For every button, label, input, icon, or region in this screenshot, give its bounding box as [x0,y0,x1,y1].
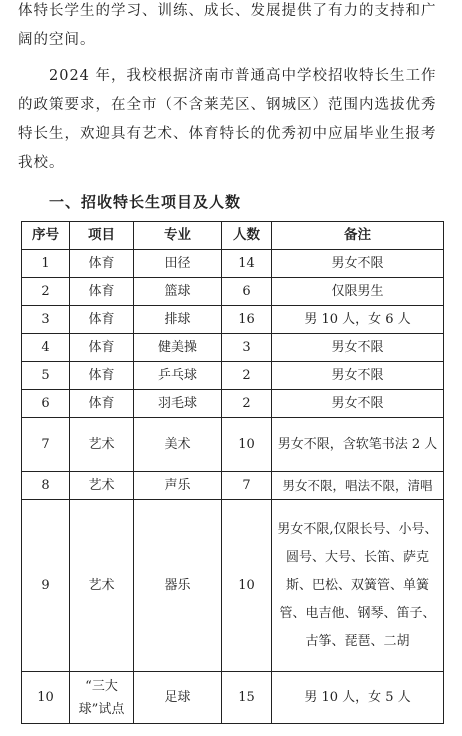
table-row [22,672,444,724]
cell-category: 体育 [70,334,134,362]
cell-count: 16 [222,306,272,334]
table-row [22,390,444,418]
cell-remark: 男女不限 [272,250,444,278]
intro-paragraph-2: 2024 年，我校根据济南市普通高中学校招收特长生工作的政策要求，在全市（不含莱芜区、钢城区）范围内选拔优秀特长生，欢迎具有艺术、体育特长的优秀初中应届毕业生报考我校。 [18,68,437,171]
cell-category: 体育 [70,250,134,278]
cell-no: 6 [22,390,70,418]
table-row [22,334,444,362]
cell-no: 4 [22,334,70,362]
table-row [22,278,444,306]
header-major: 专业 [134,222,222,250]
cell-category: 体育 [70,390,134,418]
cell-remark: 男女不限，含软笔书法 2 人 [272,418,444,472]
cell-no: 1 [22,250,70,278]
cell-no: 9 [22,500,70,672]
header-no: 序号 [22,222,70,250]
cell-major: 排球 [134,306,222,334]
cell-major: 乒乓球 [134,362,222,390]
cell-count: 10 [222,500,272,672]
cell-category: 艺术 [70,500,134,672]
table-row [22,418,444,472]
cell-category: 体育 [70,278,134,306]
cell-remark: 男女不限 [272,334,444,362]
recruitment-table [21,221,444,724]
cell-count: 2 [222,362,272,390]
intro-paragraph-1: 体特长学生的学习、训练、成长、发展提供了有力的支持和广阔的空间。 [18,3,437,48]
cell-remark: 仅限男生 [272,278,444,306]
header-count: 人数 [222,222,272,250]
cell-remark: 男女不限 [272,390,444,418]
table-row [22,306,444,334]
table-row [22,362,444,390]
cell-major: 健美操 [134,334,222,362]
cell-remark: 男 10 人，女 6 人 [272,306,444,334]
header-remark: 备注 [272,222,444,250]
cell-count: 3 [222,334,272,362]
cell-no: 7 [22,418,70,472]
cell-count: 14 [222,250,272,278]
cell-no: 10 [22,672,70,724]
cell-major: 篮球 [134,278,222,306]
table-header-row [22,222,444,250]
cell-major: 田径 [134,250,222,278]
header-category: 项目 [70,222,134,250]
table-row [22,250,444,278]
cell-no: 3 [22,306,70,334]
cell-count: 15 [222,672,272,724]
cell-category: 体育 [70,306,134,334]
cell-count: 6 [222,278,272,306]
cell-category: “三大球”试点 [70,672,134,724]
cell-remark: 男 10 人，女 5 人 [272,672,444,724]
cell-category: 体育 [70,362,134,390]
cell-major: 器乐 [134,500,222,672]
cell-count: 7 [222,472,272,500]
cell-count: 2 [222,390,272,418]
cell-major: 足球 [134,672,222,724]
cell-no: 2 [22,278,70,306]
cell-no: 5 [22,362,70,390]
cell-remark: 男女不限 [272,362,444,390]
cell-no: 8 [22,472,70,500]
cell-category: 艺术 [70,472,134,500]
cell-count: 10 [222,418,272,472]
table-row [22,500,444,672]
cell-remark: 男女不限,仅限长号、小号、圆号、大号、长笛、萨克斯、巴松、双簧管、单簧管、电吉他、钢琴、笛子、古筝、琵琶、二胡 [272,500,444,672]
cell-major: 美术 [134,418,222,472]
table-row [22,472,444,500]
cell-category: 艺术 [70,418,134,472]
cell-major: 羽毛球 [134,390,222,418]
cell-remark: 男女不限，唱法不限，清唱 [272,472,444,500]
section-heading: 一、招收特长生项目及人数 [49,193,242,211]
cell-major: 声乐 [134,472,222,500]
